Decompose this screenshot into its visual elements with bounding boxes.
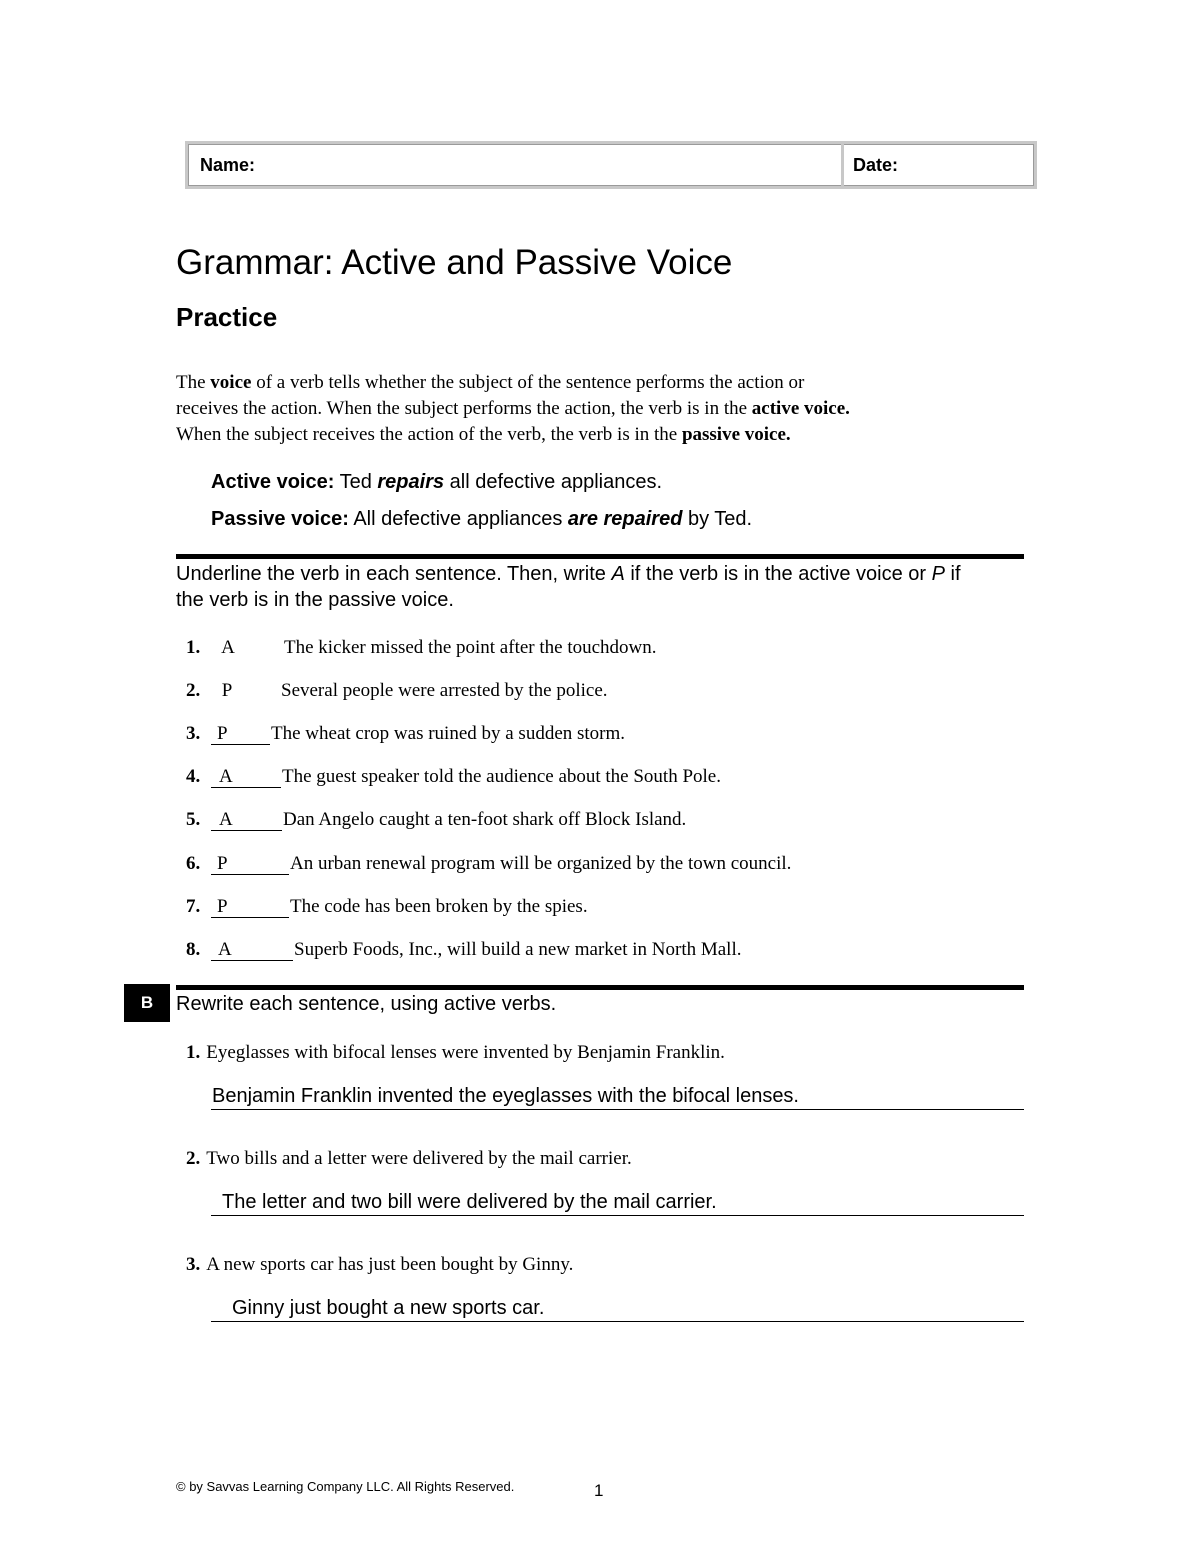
- answer-blank[interactable]: P: [211, 896, 289, 918]
- rewrite-question: 3. A new sports car has just been bought by Ginny.: [186, 1254, 574, 1275]
- answer-line: [211, 1109, 1024, 1110]
- page-title: Grammar: Active and Passive Voice: [176, 243, 733, 282]
- answer-blank[interactable]: P: [221, 680, 233, 701]
- answer-blank[interactable]: P: [211, 853, 289, 875]
- answer-line: [211, 1321, 1024, 1322]
- passive-voice-example: Passive voice: All defective appliances are repaired by Ted.: [211, 508, 753, 530]
- section-a-divider: [176, 554, 1024, 559]
- rewrite-answer[interactable]: Ginny just bought a new sports car.: [232, 1297, 545, 1319]
- section-b-divider: [176, 985, 1024, 990]
- answer-blank[interactable]: A: [221, 637, 235, 658]
- page-number: 1: [594, 1481, 604, 1500]
- active-voice-example: Active voice: Ted repairs all defective appliances.: [211, 471, 663, 493]
- intro-line-1: The voice of a verb tells whether the subject of the sentence performs the action or: [176, 372, 805, 393]
- answer-line: [211, 1215, 1024, 1216]
- section-a-instruction-line-1: Underline the verb in each sentence. Then, write A if the verb is in the active voice or P if: [176, 563, 961, 585]
- intro-line-2: receives the action. When the subject performs the action, the verb is in the active voice.: [176, 398, 850, 419]
- date-label: Date:: [853, 155, 899, 175]
- rewrite-question: 2. Two bills and a letter were delivered by the mail carrier.: [186, 1148, 632, 1169]
- rewrite-answer[interactable]: Benjamin Franklin invented the eyeglasses with the bifocal lenses.: [212, 1085, 799, 1107]
- answer-blank[interactable]: A: [211, 939, 293, 961]
- section-b-badge: B: [124, 984, 170, 1022]
- name-date-box: [185, 141, 1037, 189]
- answer-blank[interactable]: P: [211, 723, 270, 745]
- answer-blank[interactable]: A: [211, 766, 281, 788]
- rewrite-question: 1. Eyeglasses with bifocal lenses were invented by Benjamin Franklin.: [186, 1042, 725, 1063]
- copyright-footer: © by Savvas Learning Company LLC. All Rights Reserved.: [176, 1479, 515, 1494]
- section-a-instruction-line-2: the verb is in the passive voice.: [176, 589, 454, 611]
- page-subtitle: Practice: [176, 302, 278, 332]
- name-label: Name:: [200, 155, 256, 175]
- rewrite-answer[interactable]: The letter and two bill were delivered by the mail carrier.: [222, 1191, 717, 1213]
- intro-line-3: When the subject receives the action of the verb, the verb is in the passive voice.: [176, 424, 791, 445]
- answer-blank[interactable]: A: [211, 809, 282, 831]
- section-b-instruction: Rewrite each sentence, using active verbs.: [176, 993, 557, 1015]
